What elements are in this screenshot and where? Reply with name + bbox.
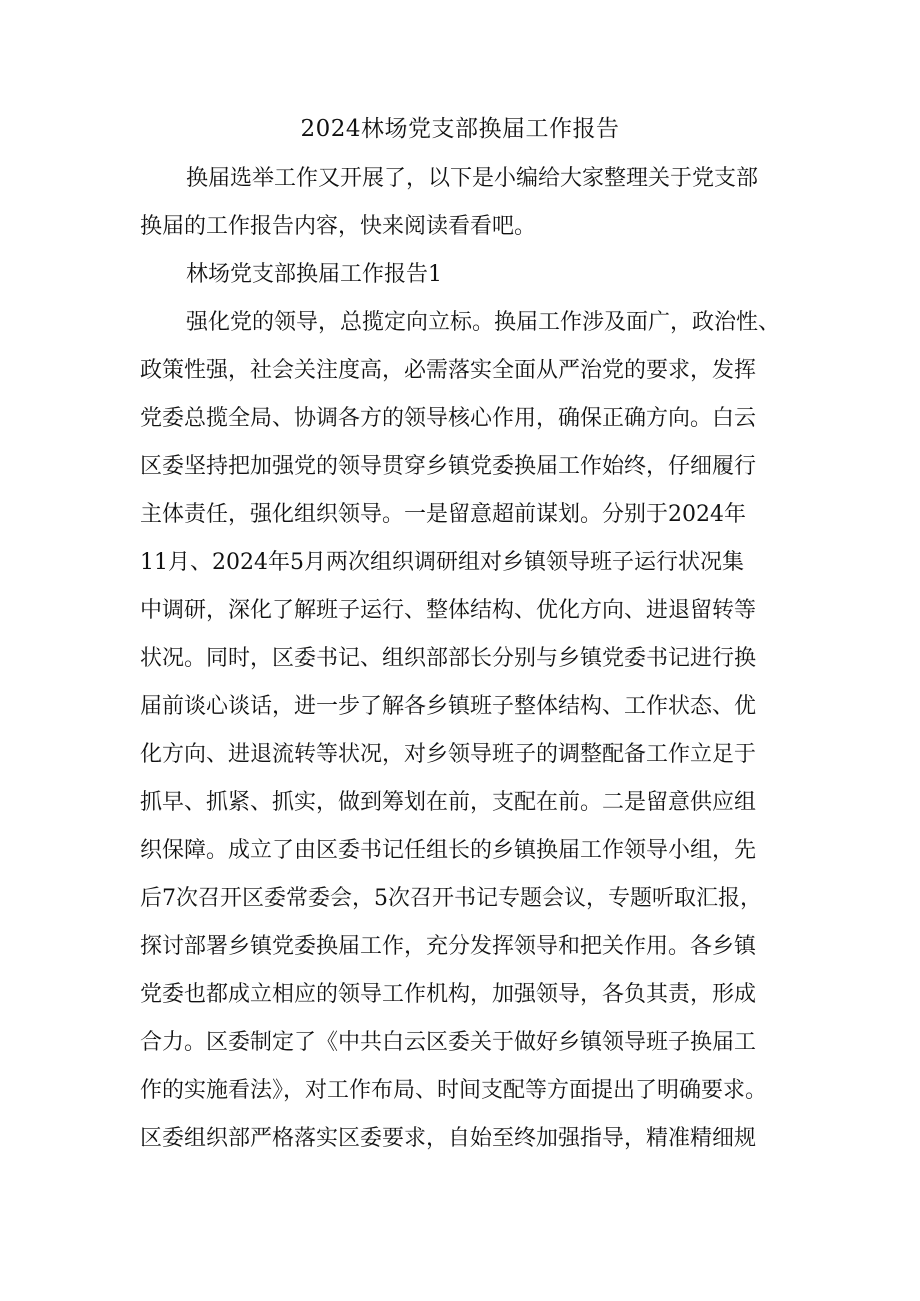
body-line: 区委组织部严格落实区委要求，自始至终加强指导，精准精细规 [140, 1126, 757, 1151]
body-line: 织保障。成立了由区委书记任组长的乡镇换届工作领导小组，先 [140, 838, 757, 863]
body-line: 政策性强，社会关注度高，必需落实全面从严治党的要求，发挥 [140, 358, 757, 383]
body-line: 区委坚持把加强党的领导贯穿乡镇党委换届工作始终，仔细履行 [140, 454, 757, 479]
body-line: 党委总揽全局、协调各方的领导核心作用，确保正确方向。白云 [140, 406, 757, 431]
body-line: 强化党的领导，总揽定向立标。换届工作涉及面广，政治性、 [186, 310, 781, 335]
body-line: 中调研，深化了解班子运行、整体结构、优化方向、进退留转等 [140, 598, 757, 623]
body-line: 11月、2024年5月两次组织调研组对乡镇领导班子运行状况集 [140, 550, 744, 575]
section-heading: 林场党支部换届工作报告1 [186, 262, 442, 287]
intro-line-1: 换届选举工作又开展了，以下是小编给大家整理关于党支部 [186, 166, 759, 191]
body-line: 抓早、抓紧、抓实，做到筹划在前，支配在前。二是留意供应组 [140, 790, 757, 815]
body-line: 合力。区委制定了《中共白云区委关于做好乡镇领导班子换届工 [140, 1030, 757, 1055]
body-line: 党委也都成立相应的领导工作机构，加强领导，各负其责，形成 [140, 982, 757, 1007]
body-line: 作的实施看法》，对工作布局、时间支配等方面提出了明确要求。 [140, 1078, 768, 1103]
body-line: 后7次召开区委常委会，5次召开书记专题会议，专题听取汇报， [140, 886, 762, 911]
body-line: 状况。同时，区委书记、组织部部长分别与乡镇党委书记进行换 [140, 646, 757, 671]
body-line: 主体责任，强化组织领导。一是留意超前谋划。分别于2024年 [140, 502, 746, 527]
document-title: 2024林场党支部换届工作报告 [300, 116, 620, 142]
body-line: 化方向、进退流转等状况，对乡领导班子的调整配备工作立足于 [140, 742, 757, 767]
intro-line-2: 换届的工作报告内容，快来阅读看看吧。 [140, 214, 537, 239]
body-line: 届前谈心谈话，进一步了解各乡镇班子整体结构、工作状态、优 [140, 694, 757, 719]
body-line: 探讨部署乡镇党委换届工作，充分发挥领导和把关作用。各乡镇 [140, 934, 757, 959]
